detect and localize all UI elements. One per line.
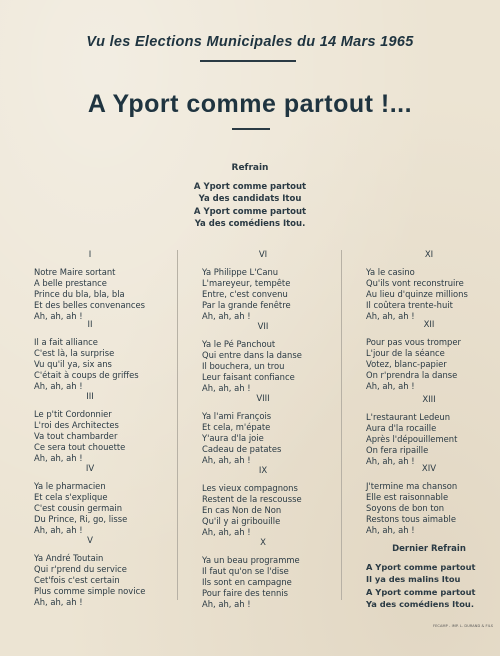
refrain-line: A Yport comme partout [366,562,476,572]
stanza-lines [34,409,154,464]
verse-line: Et des belles convenances [34,300,146,310]
stanza-number: VIII [256,394,270,404]
verse-line: Aura d'la rocaille [366,423,437,433]
verse-line: Soyons de bon ton [366,503,445,513]
stanza-lines [34,337,154,392]
verse-line: Entre, c'est convenu [202,289,288,299]
verse-line: Notre Maire sortant [34,267,116,277]
stanza-number: XIV [421,464,437,474]
refrain-line: Ya des comédiens Itou. [366,599,474,610]
stanza-number: XII [423,320,435,330]
verse-line: Elle est raisonnable [366,492,449,502]
stanza-lines [366,481,500,536]
verse-line: Ya un beau programme [202,555,300,565]
verse-line: Ya l'ami François [202,411,272,421]
verse-line: L'restaurant Ledeun [366,412,451,422]
verse-line: Votez, blanc-papier [366,359,447,369]
stanza-lines [202,555,332,610]
verse-line: Plus comme simple novice [34,586,146,596]
verse-line: Ah, ah, ah ! [202,311,251,321]
verse-line: Ils sont en campagne [202,577,292,587]
stanza-lines [202,339,332,394]
stanza-number: III [86,392,94,402]
stanza-number: XI [424,250,434,260]
stanza [366,320,500,392]
verse-line: C'est cousin germain [34,503,122,513]
stanza-number: VII [257,322,269,332]
verse-line: L'jour de la séance [366,348,445,358]
election-header: Vu les Elections Municipales du 14 Mars 1965 [86,34,414,50]
verse-line: Pour faire des tennis [202,588,289,598]
verse-line: Leur faisant confiance [202,372,295,382]
refrain-line: Ya des comédiens Itou. [194,218,306,229]
verse-line: A belle prestance [34,278,107,288]
verse-line: J'termine ma chanson [366,481,458,491]
verse-line: C'est là, la surprise [34,348,115,358]
verse-line: Et cela s'explique [34,492,108,502]
stanza [34,250,154,322]
poster-title: A Yport comme partout !... [87,90,413,118]
verse-line: Cet'fois c'est certain [34,575,120,585]
stanza [202,394,332,466]
stanza-lines [202,411,332,466]
refrain-line: Ya des candidats Itou [198,194,302,205]
verse-line: Il bouchera, un trou [202,361,285,371]
verse-line: Ah, ah, ah ! [202,383,251,393]
stanza-lines [202,267,332,322]
verse-line: Ah, ah, ah ! [34,525,83,535]
verse-line: Il faut qu'on se l'dise [202,566,289,576]
stanza-lines [34,267,154,322]
verse-line: En cas Non de Non [202,505,282,515]
verse-line: Et cela, m'épate [202,422,271,432]
verse-line: Ya le Pé Panchout [202,339,276,349]
stanza-number: X [260,538,266,548]
verse-line: Ya le casino [366,267,415,277]
verse-line: Prince du bla, bla, bla [34,289,125,299]
verse-line: Qu'ils vont reconstruire [366,278,464,288]
stanza-number: V [87,536,93,546]
stanza [34,320,154,392]
printer-imprint: FECAMP - IMP. L. DURAND & FILS [433,624,494,628]
refrain-line: A Yport comme partout [193,206,307,217]
verse-line: Restons tous aimable [366,514,456,524]
final-refrain [366,544,500,611]
verse-line: Ah, ah, ah ! [366,456,415,466]
stanza-number: II [87,320,93,330]
verse-line: Il coûtera trente-huit [366,300,453,310]
verse-line: Ah, ah, ah ! [34,381,83,391]
verse-line: Les vieux compagnons [202,483,298,493]
verse-line: Pour pas vous tromper [366,337,461,347]
stanza-lines [366,267,500,322]
verse-line: Ah, ah, ah ! [34,597,83,607]
stanza [202,538,332,610]
verse-line: C'était à coups de griffes [34,370,139,380]
stanza [366,464,500,536]
stanza-number: I [88,250,92,260]
title-underline [232,128,270,130]
verse-line: L'mareyeur, tempête [202,278,291,288]
refrain-line: A Yport comme partout [366,586,476,597]
verse-line: Ah, ah, ah ! [34,311,83,321]
refrain-line: A Yport comme partout [193,182,307,192]
verse-line: Le p'tit Cordonnier [34,409,112,419]
verse-line: Ah, ah, ah ! [366,381,415,391]
verse-line: Ah, ah, ah ! [366,525,415,535]
stanza-lines [202,483,332,538]
verse-line: Au lieu d'quinze millions [366,289,468,299]
verse-line: Qu'il y ai gribouille [202,516,281,526]
column-divider [341,250,342,600]
stanza [202,322,332,394]
stanza-lines [366,412,500,467]
stanza-lines [34,481,154,536]
stanza-number: IV [85,464,95,474]
verse-line: Vu qu'il ya, six ans [34,359,112,369]
verse-line: On fera ripaille [366,445,429,455]
verse-line: Qui entre dans la danse [202,350,302,360]
verse-line: L'roi des Architectes [34,420,119,430]
verse-line: Il a fait alliance [34,337,98,347]
refrain-line: Il ya des malins Itou [366,574,461,585]
stanza [366,250,500,322]
stanza-lines [366,337,500,392]
verse-line: Ce sera tout chouette [34,442,126,452]
final-refrain-title: Dernier Refrain [392,544,466,554]
verse-line: Ah, ah, ah ! [202,455,251,465]
verse-line: Qui r'prend du service [34,564,127,574]
stanza [366,395,500,467]
stanza-number: IX [258,466,268,476]
stanza-lines [34,553,154,608]
stanza [34,392,154,464]
verse-line: Ya André Toutain [34,553,104,563]
stanza-number: VI [258,250,268,260]
stanza [202,250,332,322]
verse-line: Cadeau de patates [202,444,282,454]
final-refrain-lines [366,561,500,611]
refrain-lines [0,181,500,230]
stanza [34,536,154,608]
stanza [202,466,332,538]
verse-line: Ah, ah, ah ! [366,311,415,321]
verse-line: Ah, ah, ah ! [34,453,83,463]
verse-line: Ah, ah, ah ! [202,527,251,537]
verse-line: Y'aura d'la joie [202,433,264,443]
refrain-title: Refrain [231,163,269,173]
verse-line: Ya le pharmacien [34,481,106,491]
stanza-number: XIII [422,395,436,405]
verse-line: Après l'dépouillement [366,434,458,444]
verse-line: Par la grande fenêtre [202,300,291,310]
verse-line: Du Prince, Ri, go, lisse [34,514,128,524]
header-underline [200,60,296,62]
column-divider [177,250,178,600]
stanza [34,464,154,536]
verse-line: On r'prendra la danse [366,370,458,380]
verse-line: Ah, ah, ah ! [202,599,251,609]
verse-line: Ya Philippe L'Canu [202,267,279,277]
verse-line: Restent de la rescousse [202,494,302,504]
verse-line: Va tout chambarder [34,431,118,441]
